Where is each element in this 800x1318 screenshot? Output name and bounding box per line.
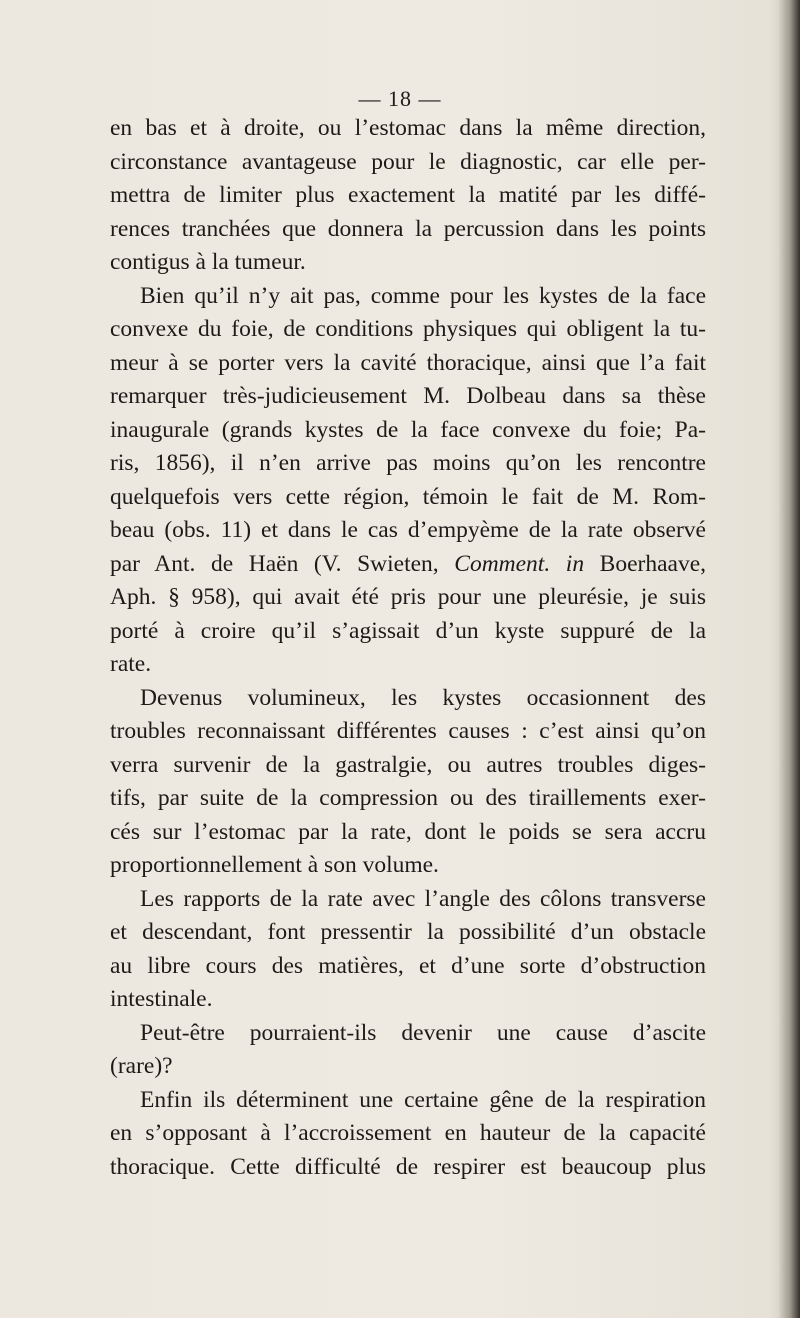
- text-line: au libre cours des matières, et d’une sorte d’obstruction: [110, 952, 706, 979]
- text-line: porté à croire qu’il s’agissait d’un kyste suppuré de la: [110, 617, 706, 644]
- text-line: intestinale.: [110, 986, 213, 1012]
- text-line: (rare)?: [110, 1053, 173, 1079]
- text-line: meur à se porter vers la cavité thoracique, ainsi que l’a fait: [110, 349, 706, 376]
- text-line: en s’opposant à l’accroissement en hauteur de la capacité: [110, 1120, 706, 1146]
- body-text: [110, 112, 706, 1184]
- text-line: Aph. § 958), qui avait été pris pour une pleurésie, je suis: [110, 584, 706, 610]
- page-number: — 18 —: [358, 86, 442, 111]
- text-line: circonstance avantageuse pour le diagnostic, car elle per-: [110, 148, 706, 175]
- text-line: rate.: [110, 651, 152, 677]
- text-line: ris, 1856), il n’en arrive pas moins qu’on les rencontre: [110, 450, 706, 476]
- text-line: en bas et à droite, ou l’estomac dans la même direction,: [110, 115, 706, 141]
- text-line: contigus à la tumeur.: [110, 249, 306, 275]
- text-line: par Ant. de Haën (V. Swieten, Comment. in Boerhaave,: [110, 550, 706, 577]
- text-line: Bien qu’il n’y ait pas, comme pour les kystes de la face: [140, 282, 706, 309]
- text-line: Enfin ils déterminent une certaine gêne de la respiration: [140, 1086, 706, 1113]
- text-line: verra survenir de la gastralgie, ou autres troubles diges-: [110, 751, 706, 778]
- text-line: rences tranchées que donnera la percussion dans les points: [110, 215, 706, 242]
- text-line: inaugurale (grands kystes de la face convexe du foie; Pa-: [110, 416, 706, 443]
- page-edge-shadow: [778, 0, 800, 1318]
- text-line: cés sur l’estomac par la rate, dont le poids se sera accru: [110, 818, 706, 845]
- text-line: beau (obs. 11) et dans le cas d’empyème de la rate observé: [110, 517, 706, 543]
- text-line: thoracique. Cette difficulté de respirer est beaucoup plus: [110, 1153, 706, 1180]
- text-line: troubles reconnaissant différentes causes : c’est ainsi qu’on: [110, 718, 706, 744]
- text-line: et descendant, font pressentir la possibilité d’un obstacle: [110, 919, 706, 945]
- text-line: Devenus volumineux, les kystes occasionnent des: [140, 684, 706, 711]
- italic-citation: Comment. in: [454, 550, 585, 577]
- text-line: mettra de limiter plus exactement la matité par les diffé-: [110, 182, 706, 208]
- text-line: quelquefois vers cette région, témoin le fait de M. Rom-: [110, 483, 706, 510]
- text-line: tifs, par suite de la compression ou des tiraillements exer-: [110, 785, 706, 811]
- text-line: remarquer très-judicieusement M. Dolbeau dans sa thèse: [110, 383, 706, 409]
- text-line: convexe du foie, de conditions physiques qui obligent la tu-: [110, 316, 706, 342]
- text-line: proportionnellement à son volume.: [110, 852, 439, 878]
- text-line: Peut-être pourraient-ils devenir une cause d’ascite: [140, 1019, 706, 1046]
- text-line: Les rapports de la rate avec l’angle des côlons transverse: [140, 885, 706, 912]
